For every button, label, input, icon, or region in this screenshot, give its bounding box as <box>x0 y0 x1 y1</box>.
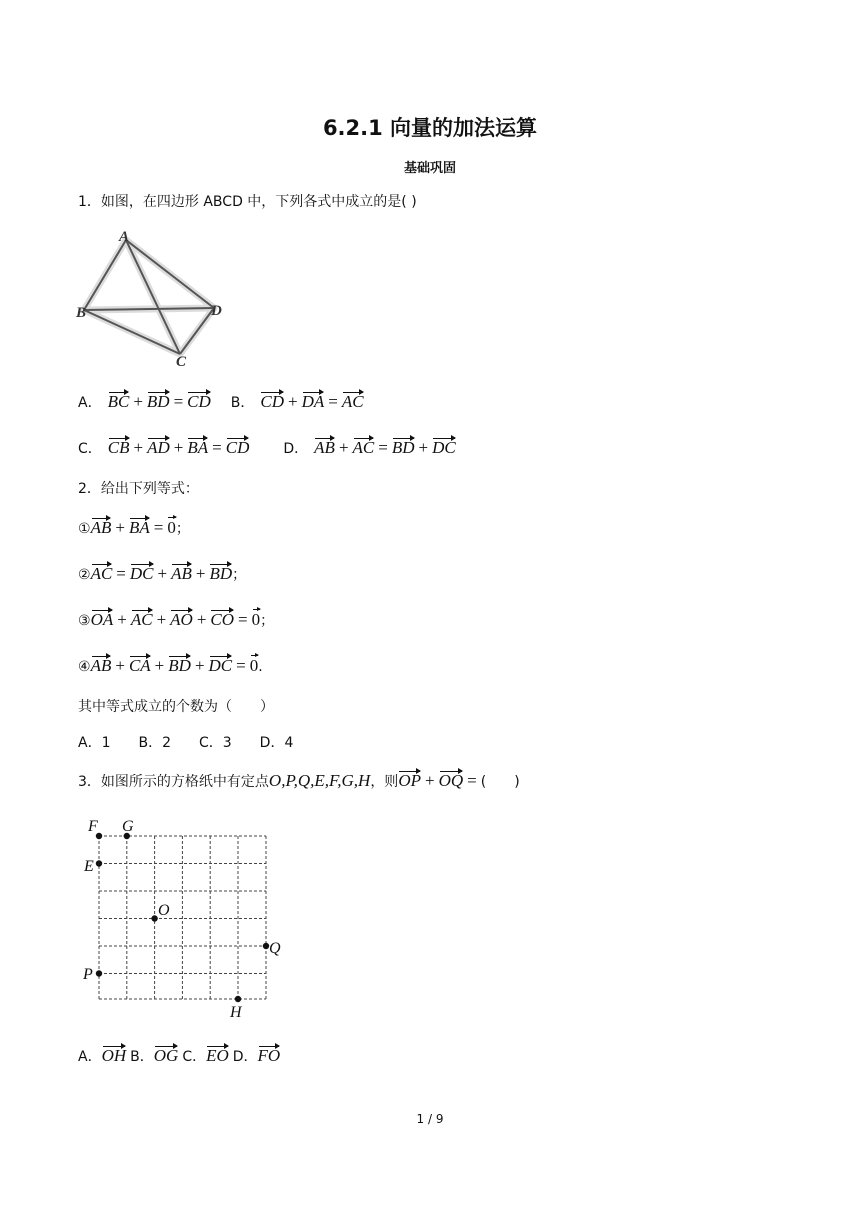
q1-options-row-2 <box>78 435 456 458</box>
q3-stem: 3．如图所示的方格纸中有定点O,P,Q,E,F,G,H，则OP + OQ = ( ) <box>78 768 520 791</box>
vector: AB <box>91 515 112 538</box>
q1-quadrilateral-figure <box>72 226 232 370</box>
point-label-f: F <box>88 818 98 835</box>
point-label-h: H <box>230 1004 242 1021</box>
vector: OG <box>154 1043 179 1066</box>
vertex-label-c: C <box>176 354 187 370</box>
zero-vector: 0 <box>167 518 176 537</box>
q1-option-d-label: D． <box>283 441 309 457</box>
vector: FO <box>258 1043 281 1066</box>
q2-equation-4: ④AB + CA + BD + DC = 0. <box>78 653 263 676</box>
vector: OP <box>398 768 421 791</box>
edge-cd <box>180 308 214 354</box>
vector: OH <box>102 1043 127 1066</box>
vector: AC <box>131 607 153 630</box>
vector: EO <box>206 1043 229 1066</box>
q3-option-d-label: D． <box>232 1049 258 1065</box>
grid-lines <box>99 836 266 999</box>
q1-option-b: CD + DA = AC <box>260 392 363 411</box>
vector: AC <box>342 389 364 412</box>
q3-point-list: O,P,Q,E,F,G,H <box>268 771 371 790</box>
section-subtitle: 基础巩固 <box>403 161 456 176</box>
q2-equation-3: ③OA + AC + AO + CO = 0； <box>78 607 274 630</box>
vector: BD <box>147 389 170 412</box>
vector: DA <box>302 389 325 412</box>
q1-option-b-label: B． <box>230 395 255 411</box>
q3-option-a-label: A． <box>78 1049 102 1065</box>
q3-option-b-label: B． <box>130 1049 154 1065</box>
page-number: 1 / 9 <box>416 1112 444 1126</box>
point-o <box>151 915 157 921</box>
point-label-g: G <box>122 818 134 835</box>
vector: AO <box>170 607 193 630</box>
vector: DC <box>432 435 456 458</box>
vertex-label-b: B <box>76 305 87 321</box>
q2-equation-2: ②AC = DC + AB + BD； <box>78 561 246 584</box>
zero-vector: 0 <box>249 656 259 675</box>
q1-options-row-1 <box>78 389 364 412</box>
vector: AB <box>171 561 192 584</box>
vector: BA <box>187 435 208 458</box>
vector: BC <box>108 389 130 412</box>
vector: OA <box>91 607 114 630</box>
edge-ab <box>84 240 126 310</box>
q1-option-d: AB + AC = BD + DC <box>314 438 456 457</box>
point-h <box>235 996 241 1002</box>
q3-option-c-label: C． <box>182 1049 207 1065</box>
vector: AC <box>91 561 113 584</box>
point-e <box>96 860 102 866</box>
point-label-p: P <box>83 966 93 983</box>
vertex-label-d: D <box>211 303 222 319</box>
vector: DC <box>130 561 154 584</box>
q1-option-a-label: A． <box>78 395 102 411</box>
vector: AD <box>147 435 170 458</box>
q1-option-c-label: C． <box>78 441 102 457</box>
vector: CD <box>226 435 250 458</box>
vector: AB <box>314 435 335 458</box>
q1-option-a: BC + BD = CD <box>108 392 211 411</box>
q1-stem: 1．如图，在四边形 ABCD 中，下列各式中成立的是( ) <box>78 194 417 210</box>
vector: OQ <box>439 768 464 791</box>
point-label-o: O <box>158 902 170 919</box>
vector: BA <box>129 515 150 538</box>
zero-vector: 0 <box>251 610 261 629</box>
vector: CD <box>260 389 284 412</box>
point-label-e: E <box>84 858 94 875</box>
vertex-label-a: A <box>119 229 130 245</box>
q3-options <box>78 1043 280 1066</box>
q2-options: A．1 B．2 C．3 D．4 <box>78 735 294 751</box>
vector: CA <box>129 653 151 676</box>
point-label-q: Q <box>269 940 281 957</box>
vector: BD <box>392 435 415 458</box>
point-p <box>96 970 102 976</box>
vector: AB <box>91 653 112 676</box>
vector: BD <box>209 561 232 584</box>
vector: CD <box>187 389 211 412</box>
vector: BD <box>168 653 191 676</box>
q2-question: 其中等式成立的个数为（ ） <box>78 699 274 715</box>
page-title: 6.2.1 向量的加法运算 <box>322 116 538 140</box>
q2-stem: 2．给出下列等式： <box>78 481 199 497</box>
vector: CO <box>210 607 234 630</box>
q1-option-c: CB + AD + BA = CD <box>108 438 250 457</box>
vector: AC <box>353 435 375 458</box>
q3-grid-figure <box>78 815 298 1025</box>
q2-equation-1: ①AB + BA = 0； <box>78 515 190 538</box>
vector: CB <box>108 435 130 458</box>
vector: DC <box>209 653 233 676</box>
